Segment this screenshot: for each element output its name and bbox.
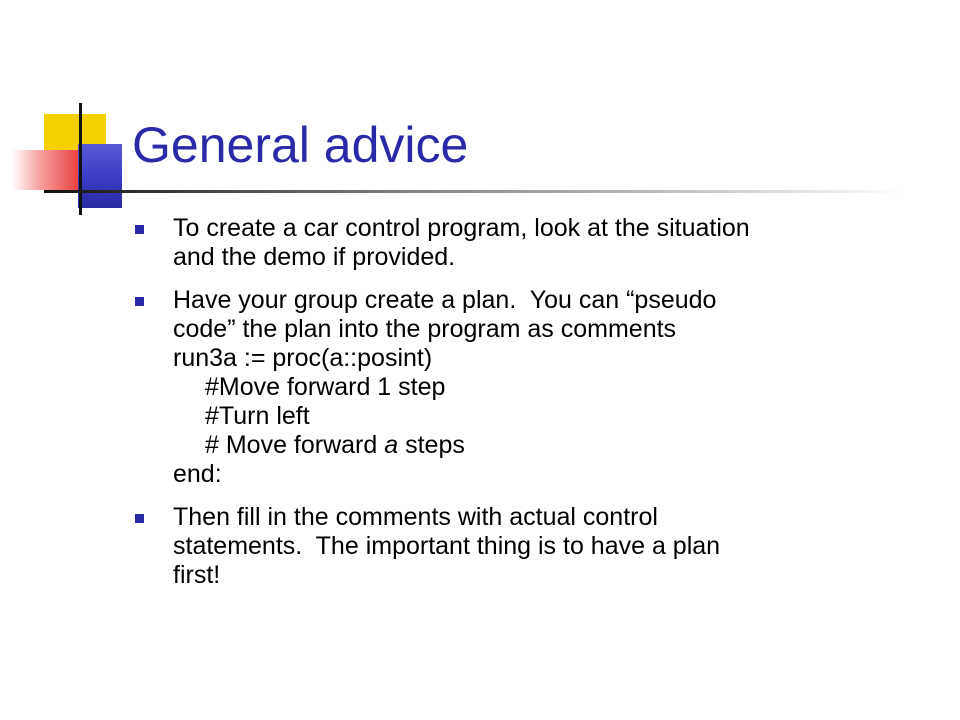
bullet-line: Then fill in the comments with actual control [173, 503, 658, 531]
bullet-text [173, 286, 935, 489]
logo-blue-square-icon [78, 144, 122, 208]
slide-title: General advice [132, 117, 469, 173]
bullet-item [135, 503, 935, 590]
code-text: steps [398, 431, 465, 459]
bullet-line: and the demo if provided. [173, 243, 456, 271]
bullet-item [135, 214, 935, 272]
code-line [173, 431, 935, 460]
bullet-list [135, 214, 935, 604]
bullet-line: code” the plan into the program as comments [173, 315, 677, 343]
code-line: #Turn left [205, 402, 310, 430]
square-bullet-icon [135, 514, 144, 523]
bullet-text [173, 503, 935, 590]
square-bullet-icon [135, 225, 144, 234]
bullet-item [135, 286, 935, 489]
code-line: end: [173, 460, 222, 488]
bullet-line: statements. The important thing is to have a plan [173, 532, 721, 560]
bullet-line: To create a car control program, look at the situation [173, 214, 750, 242]
code-line: run3a := proc(a::posint) [173, 344, 433, 372]
code-variable: a [384, 431, 399, 459]
title-underline [44, 190, 904, 193]
bullet-line: first! [173, 561, 221, 589]
bullet-text [173, 214, 935, 272]
logo-vertical-line-icon [79, 103, 82, 215]
code-line: #Move forward 1 step [205, 373, 446, 401]
bullet-line: Have your group create a plan. You can “pseudo [173, 286, 717, 314]
square-bullet-icon [135, 297, 144, 306]
code-text: # Move forward [205, 431, 385, 459]
